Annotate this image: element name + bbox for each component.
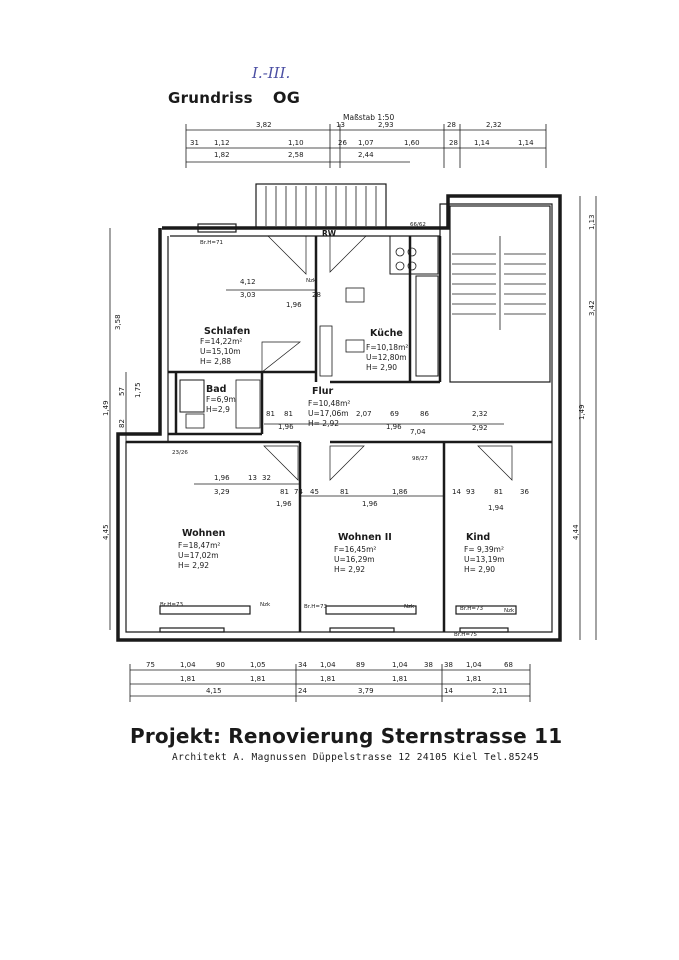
dim-b1-6: 1,04 <box>320 661 336 669</box>
dim-int-25: 14 <box>452 488 461 496</box>
room-height: H=2,9 <box>206 405 230 414</box>
dim-b1-8: 1,04 <box>392 661 408 669</box>
dim-left-1: 3,58 <box>114 314 122 330</box>
dim-int-24: 1,86 <box>392 488 408 496</box>
dim-b2-3: 1,81 <box>320 675 336 683</box>
dim-r2-3: 1,10 <box>288 139 304 147</box>
architect-address: Architekt A. Magnussen Düppelstrasse 12 24105 Kiel Tel.85245 <box>172 752 540 763</box>
room-height: H= 2,92 <box>178 561 210 570</box>
room-name: Wohnen <box>182 528 226 539</box>
scale-label: Maßstab 1:50 <box>343 113 395 122</box>
dim-int-31: 1,94 <box>488 504 504 512</box>
dim-int-29: 1,96 <box>276 500 292 508</box>
dim-top-3: 2,93 <box>378 121 394 129</box>
dim-b1-9: 38 <box>424 661 433 669</box>
dim-int-16: 1,96 <box>214 474 230 482</box>
dim-int-18: 32 <box>262 474 271 482</box>
dim-r2-1: 31 <box>190 139 199 147</box>
annot-brh-5: Br.H=75 <box>454 632 478 638</box>
dim-r3-3: 2,44 <box>358 151 374 159</box>
dim-int-23: 81 <box>340 488 349 496</box>
dim-b1-1: 75 <box>146 661 155 669</box>
annot-nzk-2: Nzk <box>260 602 271 608</box>
dim-b3-1: 4,15 <box>206 687 222 695</box>
dim-b1-10: 38 <box>444 661 453 669</box>
dim-r2-6: 1,60 <box>404 139 420 147</box>
dim-right-4: 4,44 <box>572 524 580 540</box>
room-perimeter: U=17,02m <box>178 551 219 560</box>
dim-int-22: 45 <box>310 488 319 496</box>
dim-left-4: 82 <box>118 419 126 428</box>
room-area: F=10,48m² <box>308 399 351 408</box>
dim-left-2: 1,49 <box>102 400 110 416</box>
dim-int-19: 3,29 <box>214 488 230 496</box>
room-perimeter: U=12,80m <box>366 353 407 362</box>
room-name: Schlafen <box>204 326 251 337</box>
dim-int-10: 69 <box>390 410 399 418</box>
dim-top-1: 3,82 <box>256 121 272 129</box>
room-perimeter: U=13,19m <box>464 555 505 564</box>
dim-int-13: 1,96 <box>386 423 402 431</box>
room-perimeter: U=16,29m <box>334 555 375 564</box>
dim-right-2: 3,42 <box>588 300 596 316</box>
storey-note: I.-III. <box>252 64 291 82</box>
annot-nzk-1: Nzk <box>306 278 317 284</box>
dim-int-21: 74 <box>294 488 303 496</box>
dim-left-5: 1,75 <box>134 382 142 398</box>
room-wohnen-2 <box>334 532 392 574</box>
room-kueche <box>366 328 408 372</box>
room-perimeter: U=17,06m <box>308 409 349 418</box>
dim-r3-2: 2,58 <box>288 151 304 159</box>
room-area: F=16,45m² <box>334 545 377 554</box>
dim-b1-12: 68 <box>504 661 513 669</box>
dim-b3-4: 14 <box>444 687 453 695</box>
dim-b3-3: 3,79 <box>358 687 374 695</box>
room-height: H= 2,90 <box>366 363 398 372</box>
dim-int-7: 81 <box>284 410 293 418</box>
room-height: H= 2,88 <box>200 357 232 366</box>
dim-b1-7: 89 <box>356 661 365 669</box>
dim-int-26: 93 <box>466 488 475 496</box>
dim-b3-2: 24 <box>298 687 307 695</box>
room-perimeter: U=15,10m <box>200 347 241 356</box>
room-height: H= 2,92 <box>334 565 366 574</box>
dim-int-15: 2,92 <box>472 424 488 432</box>
dim-int-27: 81 <box>494 488 503 496</box>
dim-b1-2: 1,04 <box>180 661 196 669</box>
annot-nzk-3: Nzk <box>404 604 415 610</box>
dim-top-5: 2,32 <box>486 121 502 129</box>
dim-int-11: 86 <box>420 410 429 418</box>
dim-int-14: 7,04 <box>410 428 426 436</box>
dim-int-5: 81 <box>266 410 275 418</box>
dim-b1-5: 34 <box>298 661 307 669</box>
dim-right-1: 1,13 <box>588 214 596 230</box>
room-area: F= 9,39m² <box>464 545 504 554</box>
room-name: Kind <box>466 532 491 543</box>
room-schlafen <box>200 326 250 366</box>
dim-b1-4: 1,05 <box>250 661 266 669</box>
dim-int-30: 1,96 <box>362 500 378 508</box>
dim-top-2: 13 <box>336 121 345 129</box>
annot-2326: 23/26 <box>172 450 188 456</box>
dim-int-12: 2,32 <box>472 410 488 418</box>
room-flur <box>308 386 350 428</box>
dim-b2-4: 1,81 <box>392 675 408 683</box>
annot-9827: 98/27 <box>412 456 428 462</box>
room-name: Wohnen II <box>338 532 392 543</box>
annot-brh-3: Br.H=73 <box>304 604 328 610</box>
dim-int-2: 3,03 <box>240 291 256 299</box>
room-name: Flur <box>312 386 334 397</box>
dim-r2-9: 1,14 <box>518 139 534 147</box>
dim-r2-4: 26 <box>338 139 347 147</box>
room-area: F=14,22m² <box>200 337 243 346</box>
dim-r3-1: 1,82 <box>214 151 230 159</box>
dim-r2-2: 1,12 <box>214 139 230 147</box>
room-bad <box>206 384 236 414</box>
room-area: F=10,18m² <box>366 343 409 352</box>
dim-b2-2: 1,81 <box>250 675 266 683</box>
dim-r2-8: 1,14 <box>474 139 490 147</box>
room-area: F=18,47m² <box>178 541 221 550</box>
dim-b3-5: 2,11 <box>492 687 508 695</box>
annot-brh-4: Br.H=73 <box>460 606 484 612</box>
dim-top-4: 28 <box>447 121 456 129</box>
dim-int-20: 81 <box>280 488 289 496</box>
room-kind <box>464 532 505 574</box>
dim-int-28: 36 <box>520 488 529 496</box>
dim-int-8: 1,96 <box>278 423 294 431</box>
dim-int-9: 2,07 <box>356 410 372 418</box>
dim-int-3: 1,96 <box>286 301 302 309</box>
dim-b1-11: 1,04 <box>466 661 482 669</box>
dim-int-4: 28 <box>312 291 321 299</box>
dim-b1-3: 90 <box>216 661 225 669</box>
room-wohnen <box>178 528 226 570</box>
project-title: Projekt: Renovierung Sternstrasse 11 <box>130 724 563 748</box>
plan-title: Grundriss <box>168 89 253 107</box>
dim-r2-5: 1,07 <box>358 139 374 147</box>
dim-int-17: 13 <box>248 474 257 482</box>
annot-nzk-4: Nzk <box>504 608 515 614</box>
dim-b2-5: 1,81 <box>466 675 482 683</box>
storey-label: OG <box>272 88 301 107</box>
annot-6662: 66/62 <box>410 222 426 228</box>
room-name: Bad <box>206 384 227 395</box>
annot-rw: RW <box>322 229 337 238</box>
dim-b2-1: 1,81 <box>180 675 196 683</box>
annot-brh-2: Br.H=73 <box>160 602 184 608</box>
annot-brh-1: Br.H=71 <box>200 240 224 246</box>
room-height: H= 2,92 <box>308 419 340 428</box>
dim-r2-7: 28 <box>449 139 458 147</box>
dim-int-1: 4,12 <box>240 278 256 286</box>
room-area: F=6,9m <box>206 395 236 404</box>
dim-right-3: 1,49 <box>578 404 586 420</box>
dim-left-6: 4,45 <box>102 524 110 540</box>
room-name: Küche <box>370 328 403 339</box>
room-height: H= 2,90 <box>464 565 496 574</box>
dim-left-3: 57 <box>118 387 126 396</box>
